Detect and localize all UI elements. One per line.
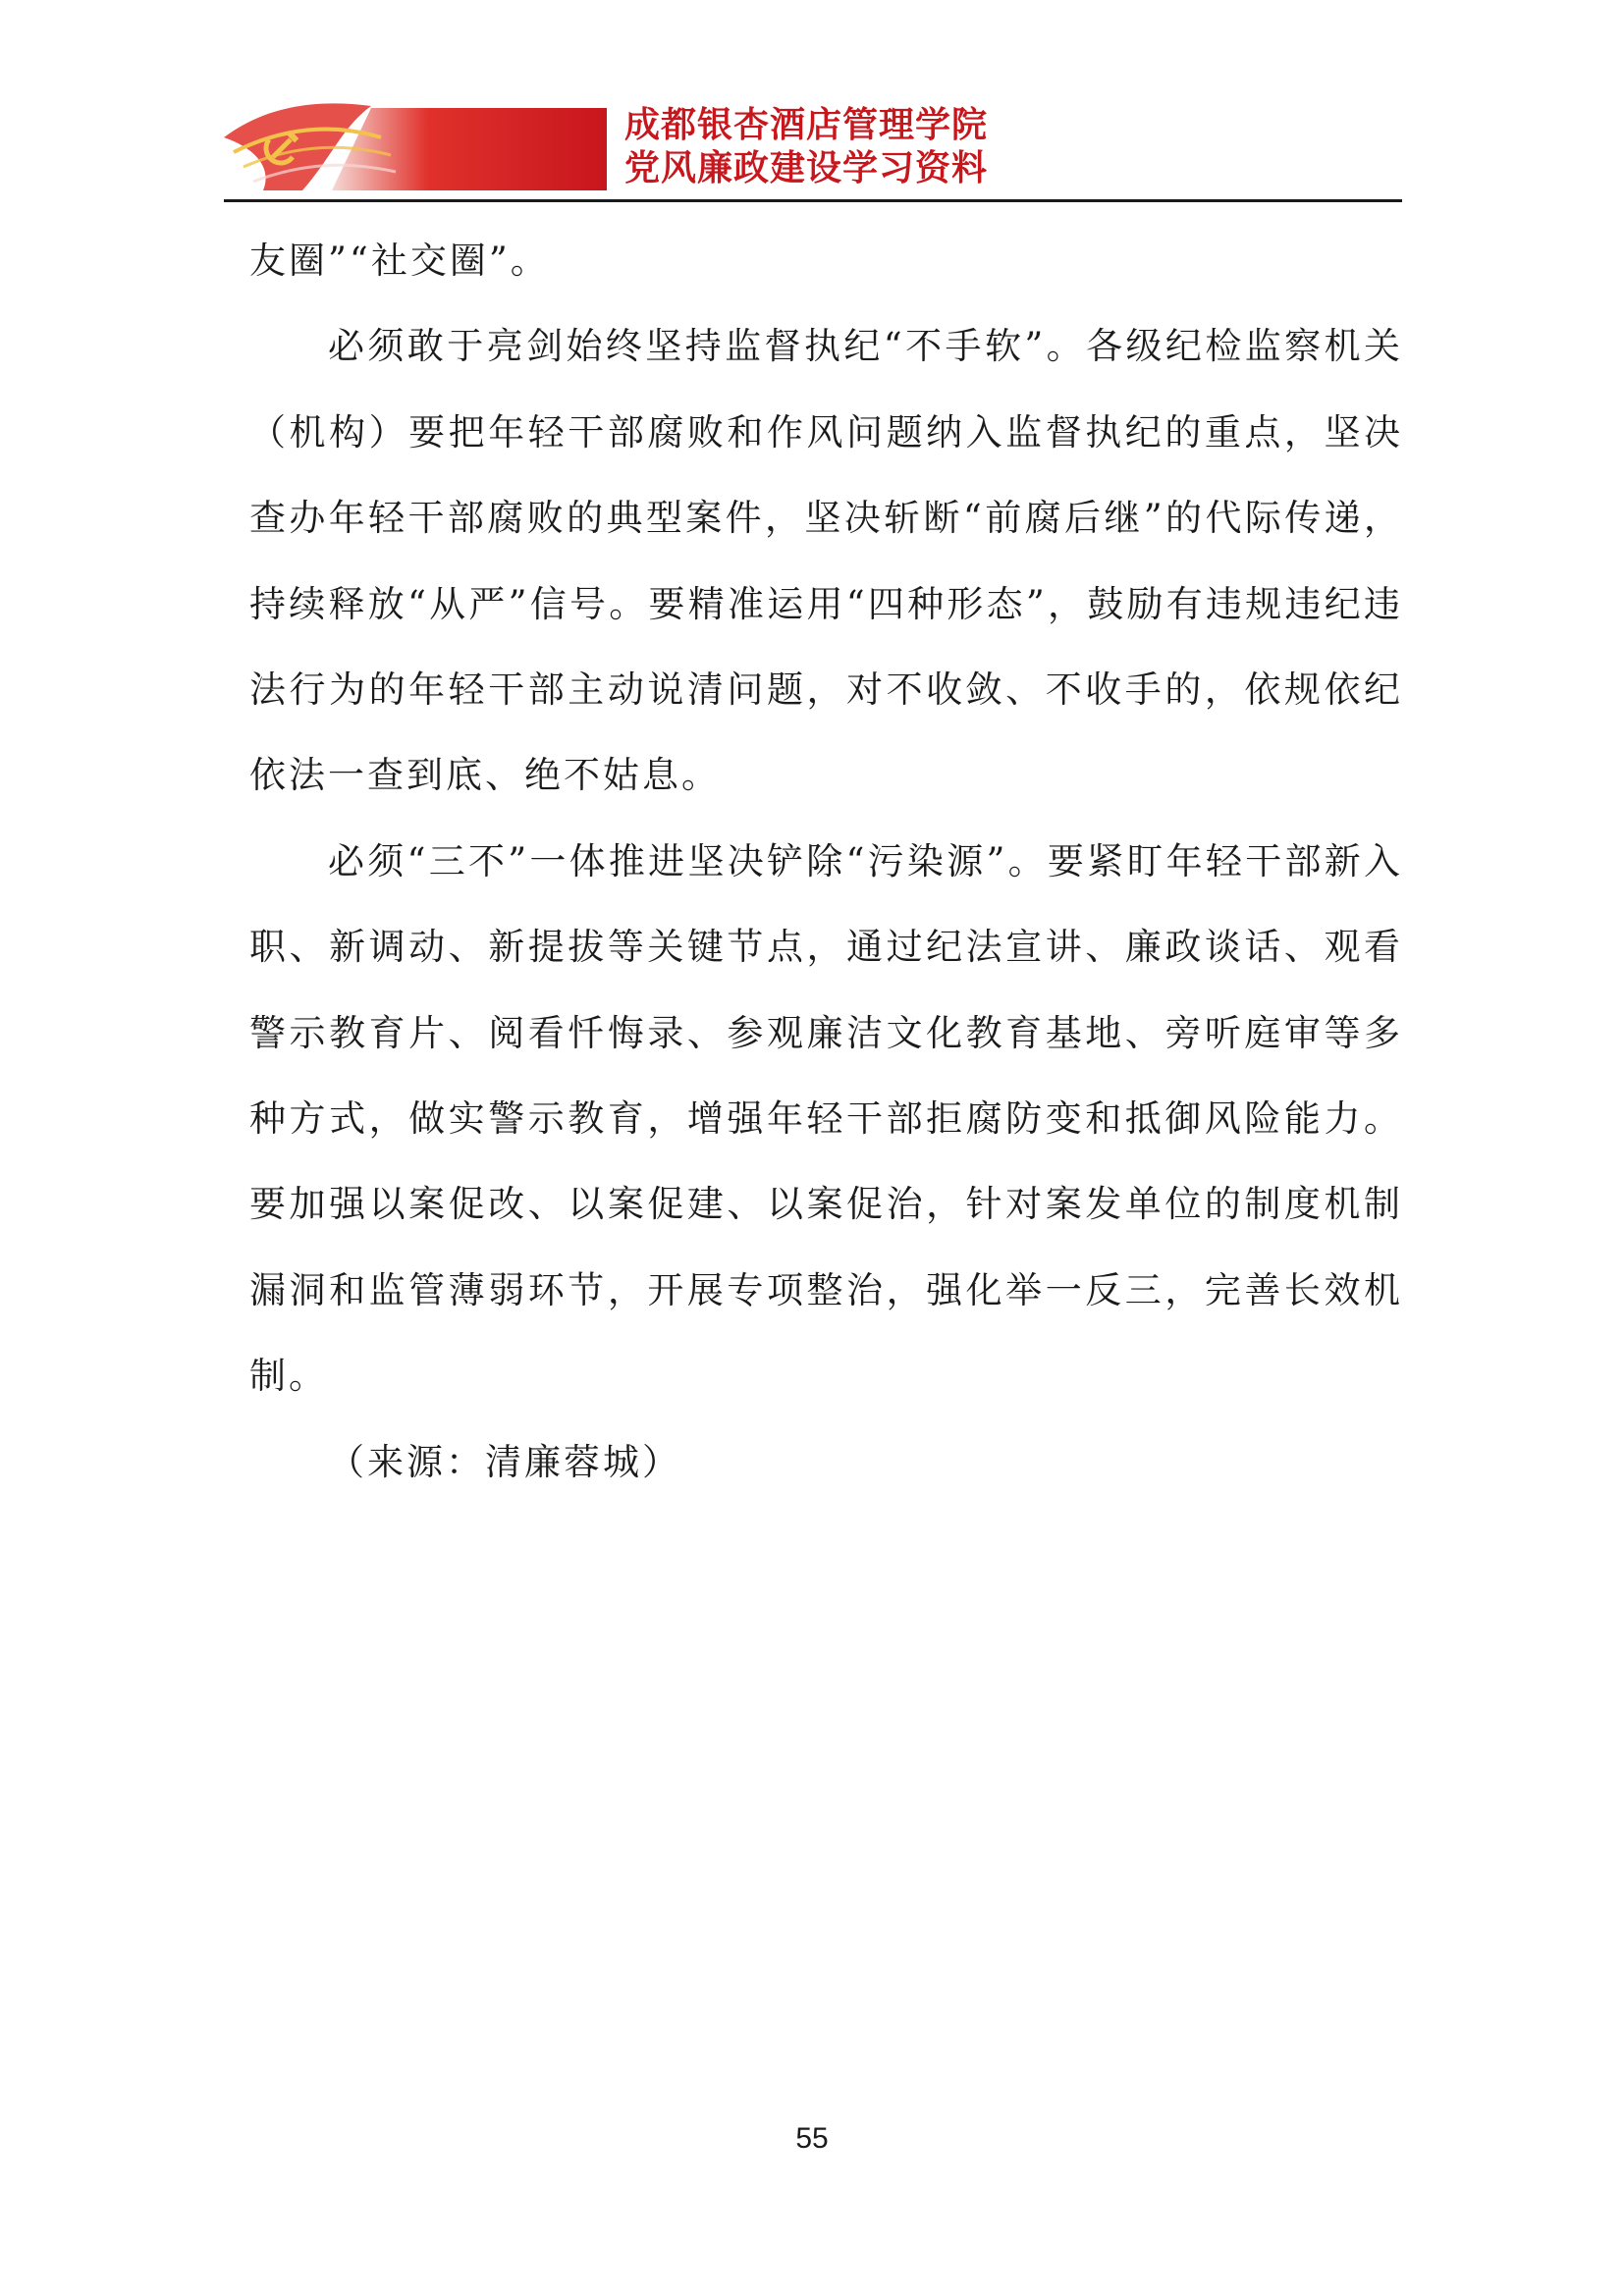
- paragraph-supervision: 必须敢于亮剑始终坚持监督执纪“不手软”。各级纪检监察机关（机构）要把年轻干部腐败和作风问题纳入监督执纪的重点，坚决查办年轻干部腐败的典型案件，坚决斩断“前腐后继”的代际传递，持续释放“从严”信号。要精准运用“四种形态”，鼓励有违规违纪违法行为的年轻干部主动说清问题，对不收敛、不收手的，依规依纪依法一查到底、绝不姑息。: [249, 325, 1403, 797]
- page-header: [224, 98, 1402, 206]
- party-emblem-banner: [224, 98, 607, 190]
- header-titles: [624, 104, 988, 190]
- institution-name: 成都银杏酒店管理学院: [624, 105, 989, 145]
- material-title: 党风廉政建设学习资料: [624, 148, 989, 188]
- source-note: （来源：清廉蓉城）: [328, 1440, 681, 1483]
- header-divider: [224, 199, 1402, 202]
- paragraph-three-nos: 必须“三不”一体推进坚决铲除“污染源”。要紧盯年轻干部新入职、新调动、新提拔等关键节点，通过纪法宣讲、廉政谈话、观看警示教育片、阅看忏悔录、参观廉洁文化教育基地、旁听庭审等多种方式，做实警示教育，增强年轻干部拒腐防变和抵御风险能力。要加强以案促改、以案促建、以案促治，针对案发单位的制度机制漏洞和监管薄弱环节，开展专项整治，强化举一反三，完善长效机制。: [249, 839, 1403, 1398]
- page-number: 55: [795, 2122, 829, 2155]
- document-body: [249, 218, 1403, 1505]
- paragraph-continued: 友圈”“社交圈”。: [249, 240, 550, 282]
